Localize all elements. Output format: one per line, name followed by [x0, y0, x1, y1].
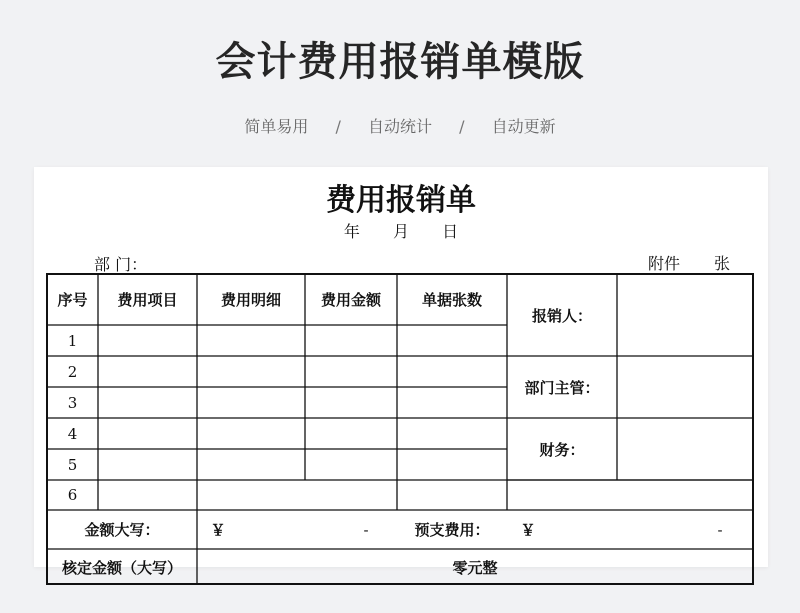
attachment-label: 附件 [647, 254, 680, 273]
finance-label: 财务： [539, 440, 585, 459]
form-title: 费用报销单 [326, 183, 476, 218]
advance-label: 预支费用： [414, 521, 490, 539]
claimant-label: 报销人： [531, 306, 592, 325]
feature-easy: 简单易用 [244, 117, 309, 136]
header-expense-item: 费用项目 [117, 291, 178, 309]
approved-amount-label: 核定金额（大写） [61, 558, 182, 577]
feature-auto-stats: 自动统计 [367, 117, 432, 136]
header-expense-detail: 费用明细 [220, 291, 281, 309]
row-number: 4 [67, 424, 78, 443]
feature-separator: / [335, 117, 341, 136]
date-year: 年 [343, 222, 360, 241]
header-index: 序号 [57, 291, 88, 309]
row-number: 1 [67, 331, 78, 350]
date-day: 日 [442, 222, 459, 241]
header-expense-amount: 费用金额 [320, 291, 381, 309]
feature-separator: / [459, 117, 465, 136]
feature-auto-update: 自动更新 [491, 117, 556, 136]
dept-manager-label: 部门主管： [524, 378, 600, 397]
header-receipt-count: 单据张数 [421, 291, 482, 309]
row-number: 2 [67, 362, 78, 381]
row-number: 3 [67, 393, 78, 412]
attachment-unit: 张 [713, 254, 730, 273]
expense-form-sheet [34, 167, 768, 577]
row-number: 5 [67, 455, 78, 474]
approved-amount-value: 零元整 [452, 558, 498, 577]
row-number: 6 [67, 486, 78, 504]
currency-symbol: ￥ [520, 521, 536, 539]
amount-dash: - [363, 520, 369, 539]
currency-symbol: ￥ [210, 521, 226, 539]
department-label: 部 门： [94, 255, 148, 274]
banner-title: 会计费用报销单模版 [215, 39, 585, 85]
date-month: 月 [392, 222, 409, 241]
amount-in-words-label: 金额大写： [84, 521, 160, 539]
advance-dash: - [717, 520, 723, 539]
banner-features [0, 114, 800, 137]
form-table-grid [34, 167, 768, 567]
